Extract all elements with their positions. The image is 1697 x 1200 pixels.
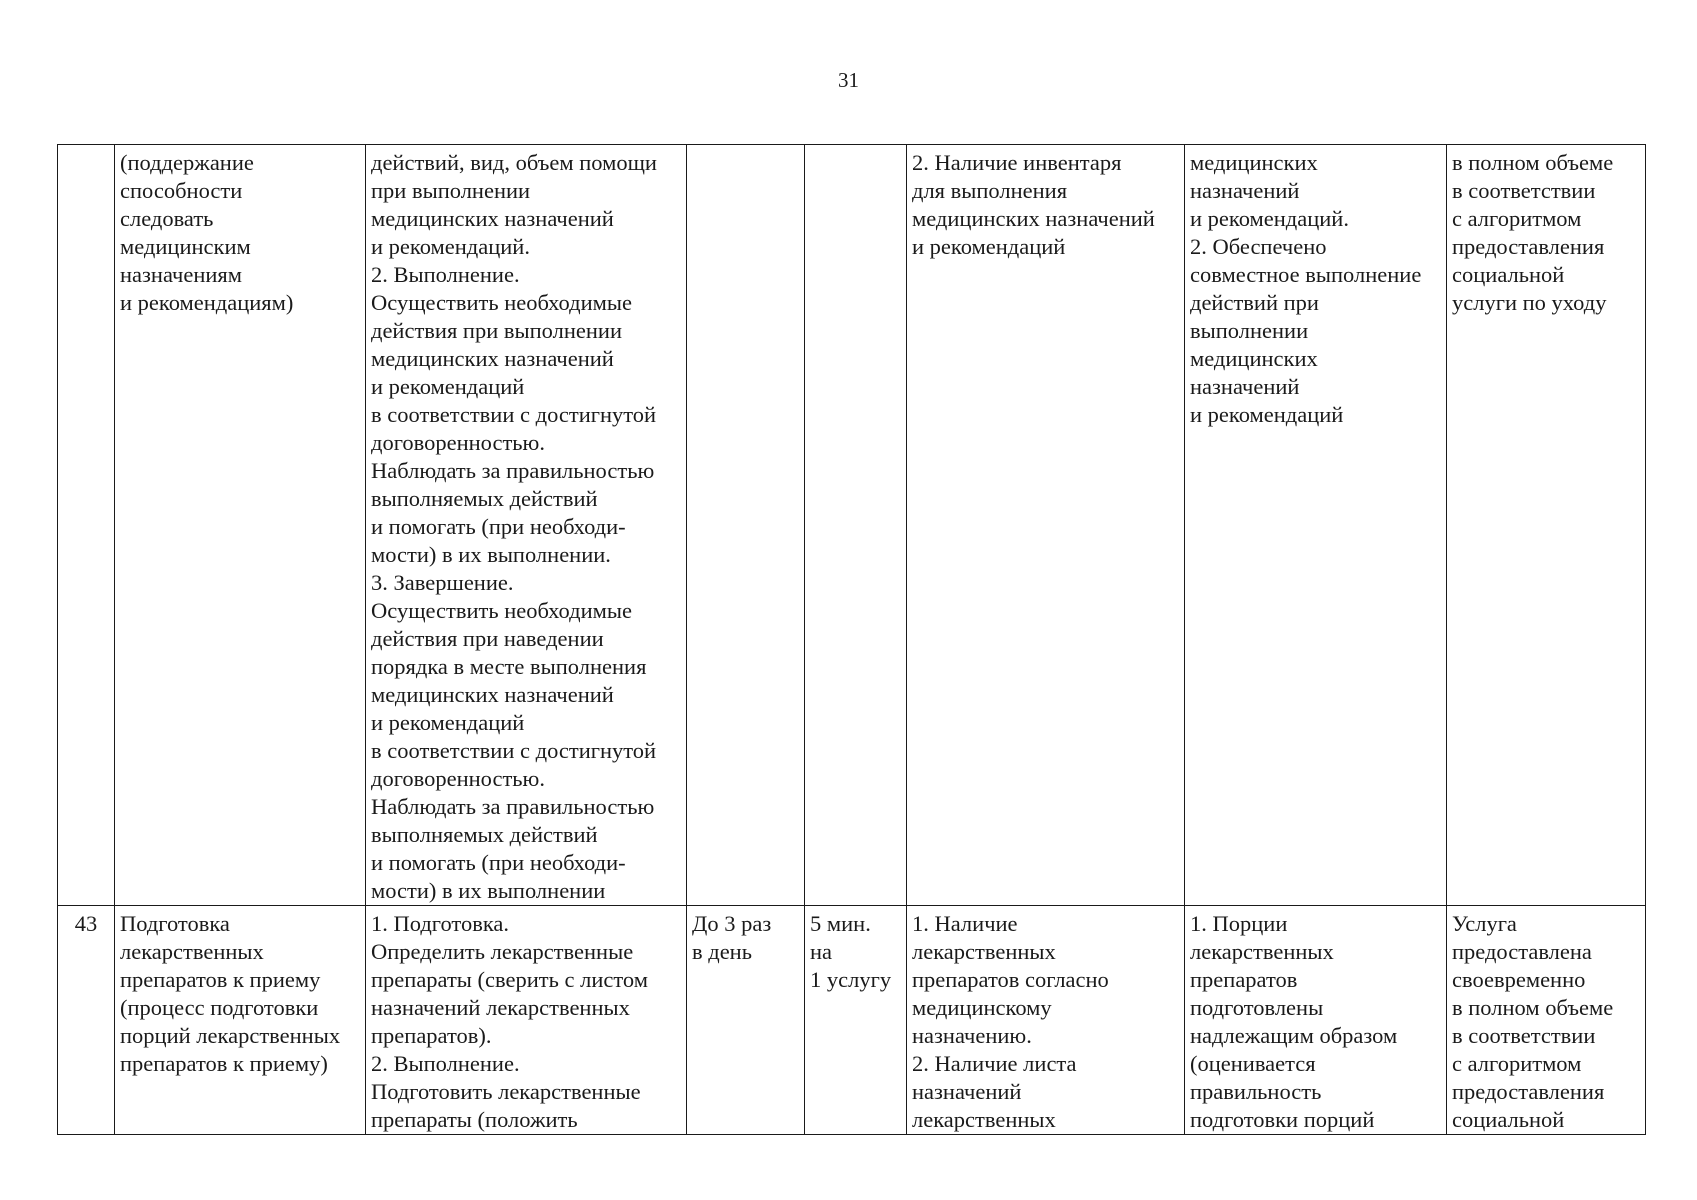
cell-text-line: в соответствии bbox=[1452, 1023, 1596, 1048]
cell-text-line: препаратов). bbox=[371, 1023, 492, 1048]
cell-text-line: предоставления bbox=[1452, 1079, 1605, 1104]
cell-text-line: назначений bbox=[1190, 374, 1300, 399]
cell-text-line: 2. Обеспечено bbox=[1190, 234, 1327, 259]
cell-text-line: медицинских bbox=[1190, 346, 1318, 371]
cell-text-line: 1 услугу bbox=[810, 967, 892, 992]
cell-text-line: медицинскому bbox=[912, 995, 1052, 1020]
cell-text-line: в полном объеме bbox=[1452, 995, 1614, 1020]
cell-text-line: и рекомендациям) bbox=[120, 290, 294, 315]
cell-text-line: социальной bbox=[1452, 262, 1565, 287]
cell-text-line: 2. Выполнение. bbox=[371, 262, 520, 287]
cell-text-line: До 3 раз bbox=[692, 911, 772, 936]
table-row bbox=[58, 906, 1646, 1135]
cell-text-line: медицинских назначений bbox=[371, 682, 614, 707]
service-conditions-cell bbox=[907, 906, 1185, 1135]
cell-text-line: медицинских назначений bbox=[371, 346, 614, 371]
cell-text-line: назначениям bbox=[120, 262, 243, 287]
cell-text-line: медицинским bbox=[120, 234, 251, 259]
page-number: 31 bbox=[838, 68, 859, 92]
cell-text-line: действий при bbox=[1190, 290, 1319, 315]
cell-text-line: (поддержание bbox=[120, 150, 254, 175]
cell-text-line: и рекомендаций bbox=[371, 374, 525, 399]
cell-text-line: договоренностью. bbox=[371, 430, 545, 455]
cell-text-line: лекарственных bbox=[912, 939, 1056, 964]
cell-text-line: медицинских назначений bbox=[912, 206, 1155, 231]
service-duration-cell bbox=[805, 145, 907, 906]
cell-text-line: на bbox=[810, 939, 833, 964]
cell-text-line: своевременно bbox=[1452, 967, 1586, 992]
service-evaluation-cell bbox=[1447, 906, 1646, 1135]
cell-text-line: услуги по уходу bbox=[1452, 290, 1607, 315]
cell-text-line: лекарственных bbox=[1190, 939, 1334, 964]
cell-text-line: препараты (положить bbox=[371, 1107, 578, 1132]
cell-text-line: медицинских назначений bbox=[371, 206, 614, 231]
cell-text-line: порядка в месте выполнения bbox=[371, 654, 647, 679]
cell-text-line: с алгоритмом bbox=[1452, 206, 1582, 231]
cell-text-line: 2. Наличие листа bbox=[912, 1051, 1077, 1076]
cell-text-line: препаратов к приему bbox=[120, 967, 321, 992]
cell-text-line: 1. Подготовка. bbox=[371, 911, 510, 936]
service-name-cell bbox=[115, 906, 366, 1135]
cell-text-line: договоренностью. bbox=[371, 766, 545, 791]
cell-text-line: действия при наведении bbox=[371, 626, 604, 651]
service-number-cell bbox=[58, 145, 115, 906]
service-description-cell bbox=[366, 145, 687, 906]
cell-text-line: препаратов согласно bbox=[912, 967, 1109, 992]
cell-text-line: социальной bbox=[1452, 1107, 1565, 1132]
cell-text-line: предоставления bbox=[1452, 234, 1605, 259]
cell-text-line: подготовлены bbox=[1190, 995, 1324, 1020]
service-duration-cell bbox=[805, 906, 907, 1135]
cell-text-line: в день bbox=[692, 939, 752, 964]
cell-text-line: назначению. bbox=[912, 1023, 1032, 1048]
cell-text-line: Подготовка bbox=[120, 911, 230, 936]
cell-text-line: назначений лекарственных bbox=[371, 995, 630, 1020]
cell-text-line: 2. Выполнение. bbox=[371, 1051, 520, 1076]
cell-text-line: препаратов к приему) bbox=[120, 1051, 328, 1076]
cell-text-line: Услуга bbox=[1452, 911, 1517, 936]
cell-text-line: и рекомендаций bbox=[371, 710, 525, 735]
cell-text-line: 1. Наличие bbox=[912, 911, 1018, 936]
cell-text-line: Подготовить лекарственные bbox=[371, 1079, 641, 1104]
cell-text-line: в полном объеме bbox=[1452, 150, 1614, 175]
cell-text-line: для выполнения bbox=[912, 178, 1068, 203]
cell-text-line: 1. Порции bbox=[1190, 911, 1288, 936]
cell-text-line: и помогать (при необходи- bbox=[371, 850, 626, 875]
cell-text-line: лекарственных bbox=[120, 939, 264, 964]
cell-text-line: Осуществить необходимые bbox=[371, 290, 632, 315]
service-evaluation-cell bbox=[1447, 145, 1646, 906]
service-conditions-cell bbox=[907, 145, 1185, 906]
cell-text-line: в соответствии bbox=[1452, 178, 1596, 203]
cell-text-line: и рекомендаций. bbox=[1190, 206, 1349, 231]
cell-text-line: в соответствии с достигнутой bbox=[371, 402, 657, 427]
cell-text-line: 2. Наличие инвентаря bbox=[912, 150, 1122, 175]
cell-text-line: выполняемых действий bbox=[371, 486, 598, 511]
service-result-cell bbox=[1185, 145, 1447, 906]
service-description-cell bbox=[366, 906, 687, 1135]
cell-text-line: (процесс подготовки bbox=[120, 995, 319, 1020]
cell-text-line: предоставлена bbox=[1452, 939, 1592, 964]
cell-text-line: назначений bbox=[912, 1079, 1022, 1104]
cell-text-line: Наблюдать за правильностью bbox=[371, 458, 655, 483]
cell-text-line: следовать bbox=[120, 206, 214, 231]
cell-text-line: в соответствии с достигнутой bbox=[371, 738, 657, 763]
cell-text-line: лекарственных bbox=[912, 1107, 1056, 1132]
cell-text-line: порций лекарственных bbox=[120, 1023, 341, 1048]
service-frequency-cell bbox=[687, 906, 805, 1135]
cell-text-line: (оценивается bbox=[1190, 1051, 1316, 1076]
cell-text-line: и рекомендаций. bbox=[371, 234, 530, 259]
cell-text-line: правильность bbox=[1190, 1079, 1322, 1104]
service-number-cell: 43 bbox=[58, 906, 115, 1135]
cell-text-line: препаратов bbox=[1190, 967, 1298, 992]
cell-text-line: выполняемых действий bbox=[371, 822, 598, 847]
cell-text-line: и помогать (при необходи- bbox=[371, 514, 626, 539]
cell-text-line: мости) в их выполнении bbox=[371, 878, 606, 903]
cell-text-line: 3. Завершение. bbox=[371, 570, 514, 595]
cell-text-line: 5 мин. bbox=[810, 911, 871, 936]
cell-text-line: действий, вид, объем помощи bbox=[371, 150, 657, 175]
cell-text-line: и рекомендаций bbox=[1190, 402, 1344, 427]
cell-text-line: выполнении bbox=[1190, 318, 1309, 343]
cell-text-line: надлежащим образом bbox=[1190, 1023, 1398, 1048]
cell-text-line: препараты (сверить с листом bbox=[371, 967, 648, 992]
cell-text-line: и рекомендаций bbox=[912, 234, 1066, 259]
cell-text-line: с алгоритмом bbox=[1452, 1051, 1582, 1076]
cell-text-line: подготовки порций bbox=[1190, 1107, 1375, 1132]
service-name-cell bbox=[115, 145, 366, 906]
cell-text-line: назначений bbox=[1190, 178, 1300, 203]
cell-text-line: Осуществить необходимые bbox=[371, 598, 632, 623]
cell-text-line: при выполнении bbox=[371, 178, 531, 203]
cell-text-line: совместное выполнение bbox=[1190, 262, 1422, 287]
service-result-cell bbox=[1185, 906, 1447, 1135]
table-row bbox=[58, 145, 1646, 906]
service-frequency-cell bbox=[687, 145, 805, 906]
services-table bbox=[57, 144, 1646, 1135]
cell-text-line: мости) в их выполнении. bbox=[371, 542, 611, 567]
cell-text-line: Наблюдать за правильностью bbox=[371, 794, 655, 819]
cell-text-line: Определить лекарственные bbox=[371, 939, 634, 964]
cell-text-line: медицинских bbox=[1190, 150, 1318, 175]
cell-text-line: способности bbox=[120, 178, 243, 203]
cell-text-line: действия при выполнении bbox=[371, 318, 623, 343]
